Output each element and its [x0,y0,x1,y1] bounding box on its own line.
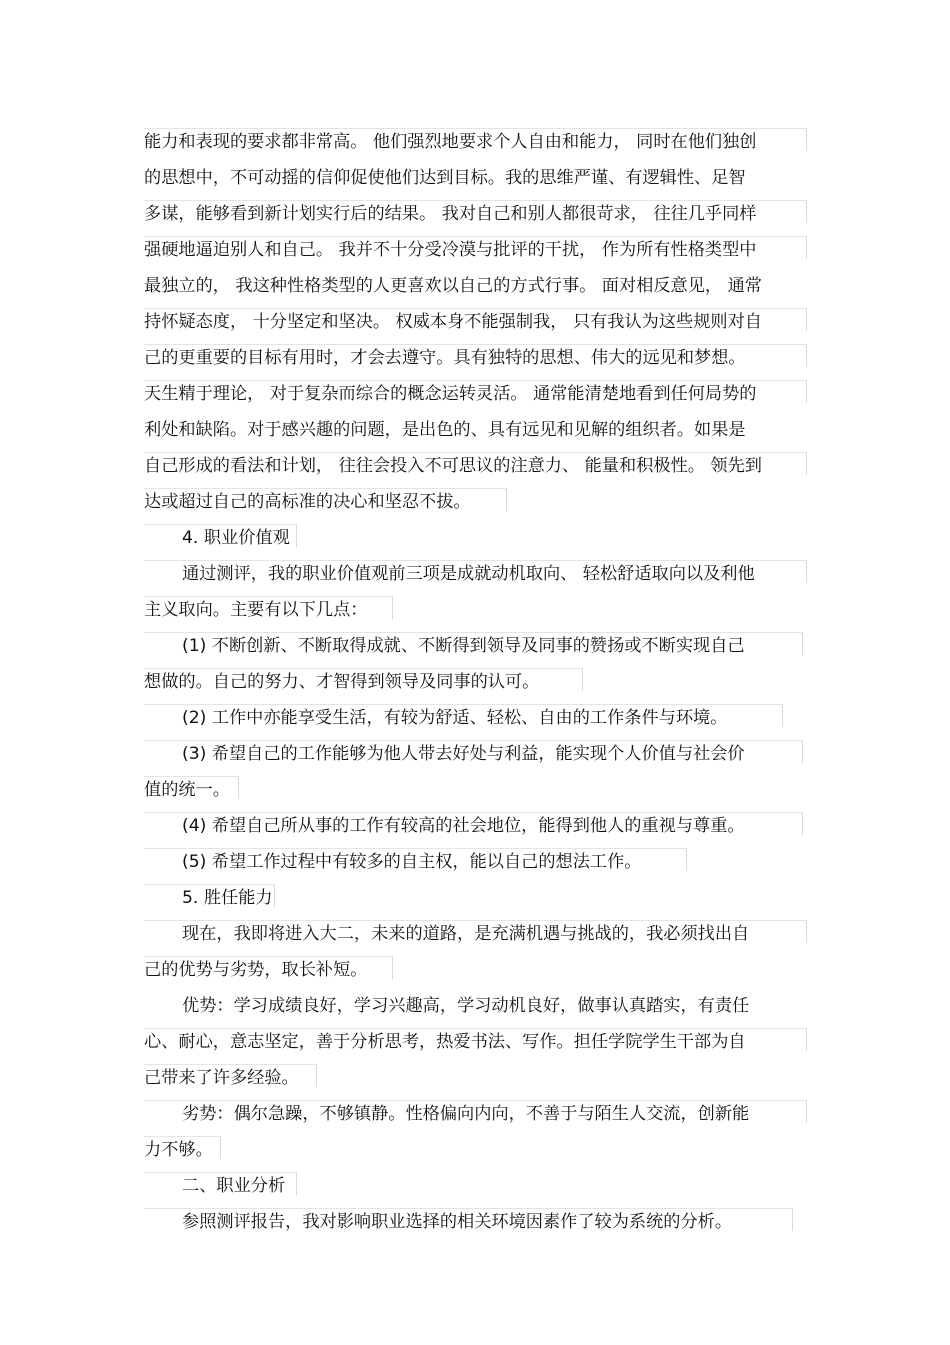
scan-rule [144,920,807,943]
scan-rule [144,344,807,367]
text-line: 最独立的， 我这种性格类型的人更喜欢以自己的方式行事。 面对相反意见， 通常 [144,276,762,296]
text-line: 心、耐心，意志坚定，善于分析思考，热爱书法、写作。担任学院学生干部为自 [144,1032,746,1052]
text-line: 利处和缺陷。对于感兴趣的问题，是出色的、具有远见和见解的组织者。如果是 [144,420,746,440]
scan-rule [144,884,275,907]
list-item-4: (4) 希望自己所从事的工作有较高的社会地位，能得到他人的重视与尊重。 [182,816,745,836]
text-line: 想做的。自己的努力、才智得到领导及同事的认可。 [144,672,540,692]
text-line: 己的更重要的目标有用时，才会去遵守。具有独特的思想、伟大的远见和梦想。 [144,348,746,368]
scan-rule [144,1100,807,1123]
text-line: 现在，我即将进入大二，未来的道路，是充满机遇与挑战的，我必须找出自 [182,924,750,944]
list-item-5: (5) 希望工作过程中有较多的自主权，能以自己的想法工作。 [182,852,642,872]
scan-rule [144,956,393,979]
scan-rule [144,452,807,475]
scan-rule [144,236,807,259]
scan-rule [144,632,803,655]
section-heading-career-values: 4. 职业价值观 [182,528,290,548]
scan-rule [144,848,687,871]
text-line: 能力和表现的要求都非常高。 他们强烈地要求个人自由和能力， 同时在他们独创 [144,132,757,152]
scan-rule [144,488,507,511]
scan-rule [144,308,807,331]
scan-rule [144,380,807,403]
text-line: 通过测评，我的职业价值观前三项是成就动机取向、 轻松舒适取向以及利他 [182,564,755,584]
text-line: 持怀疑态度， 十分坚定和坚决。 权威本身不能强制我， 只有我认为这些规则对自 [144,312,762,332]
scan-rule [144,1172,297,1195]
section-heading-competence: 5. 胜任能力 [182,888,273,908]
scan-rule [144,776,239,799]
text-line: 强硬地逼迫别人和自己。 我并不十分受冷漠与批评的干扰， 作为所有性格类型中 [144,240,757,260]
section-heading-career-analysis: 二、职业分析 [182,1176,286,1196]
list-item-1: (1) 不断创新、不断取得成就、不断得到领导及同事的赞扬或不断实现自己 [182,636,745,656]
strengths-paragraph: 优势：学习成绩良好，学习兴趣高，学习动机良好，做事认真踏实，有责任 [182,996,750,1016]
scan-rule [144,812,803,835]
text-line: 参照测评报告，我对影响职业选择的相关环境因素作了较为系统的分析。 [182,1212,733,1232]
text-line: 力不够。 [144,1140,213,1160]
scan-rule [144,560,807,583]
text-line: 自己形成的看法和计划， 往往会投入不可思议的注意力、 能量和积极性。 领先到 [144,456,762,476]
text-line: 己的优势与劣势，取长补短。 [144,960,368,980]
scan-rule [144,704,783,727]
text-line: 达或超过自己的高标准的决心和坚忍不拔。 [144,492,471,512]
scan-rule [144,524,297,547]
scan-rule [144,200,807,223]
scan-rule [144,1028,807,1051]
scan-rule [144,128,807,151]
text-line: 主义取向。主要有以下几点： [144,600,368,620]
weaknesses-paragraph: 劣势：偶尔急躁，不够镇静。性格偏向内向，不善于与陌生人交流，创新能 [182,1104,750,1124]
list-item-2: (2) 工作中亦能享受生活，有较为舒适、轻松、自由的工作条件与环境。 [182,708,728,728]
scan-rule [144,668,583,691]
text-line: 多谋，能够看到新计划实行后的结果。 我对自己和别人都很苛求， 往往几乎同样 [144,204,757,224]
scan-rule [144,740,803,763]
text-line: 值的统一。 [144,780,230,800]
text-line: 己带来了许多经验。 [144,1068,299,1088]
scan-rule [144,1064,317,1087]
scan-rule [144,596,393,619]
text-line: 的思想中，不可动摇的信仰促使他们达到目标。我的思维严谨、有逻辑性、足智 [144,168,746,188]
text-line: 天生精于理论， 对于复杂而综合的概念运转灵活。 通常能清楚地看到任何局势的 [144,384,757,404]
scan-rule [144,1208,793,1231]
scan-rule [144,1136,221,1159]
list-item-3: (3) 希望自己的工作能够为他人带去好处与利益，能实现个人价值与社会价 [182,744,745,764]
